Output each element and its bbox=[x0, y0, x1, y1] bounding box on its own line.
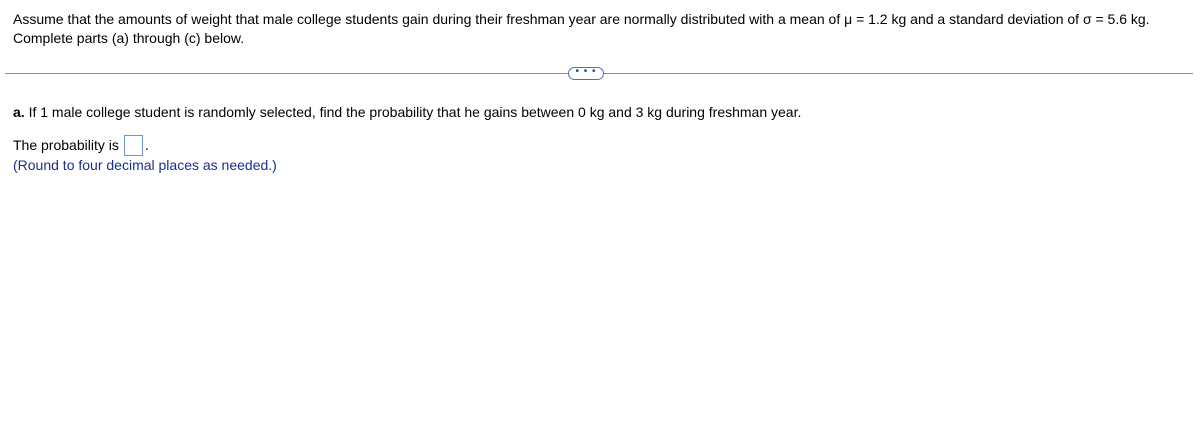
rounding-hint: (Round to four decimal places as needed.) bbox=[13, 157, 277, 173]
answer-prefix: The probability is bbox=[13, 137, 119, 153]
problem-statement: Assume that the amounts of weight that male college students gain during their freshman year are normally distributed with a mean of μ = 1.2 kg and a standard deviation of σ = 5.6 kg. Complete parts (a) through (c) below. bbox=[13, 11, 1150, 46]
ellipsis-icon: • • • bbox=[575, 66, 597, 77]
part-a-question bbox=[13, 103, 801, 122]
expand-more-button[interactable] bbox=[568, 67, 604, 80]
answer-suffix: . bbox=[144, 137, 149, 153]
probability-answer-input[interactable] bbox=[124, 135, 143, 156]
section-divider bbox=[5, 66, 1193, 80]
part-a-label: a. bbox=[13, 104, 25, 120]
part-a-question-text: If 1 male college student is randomly selected, find the probability that he gains between 0 kg and 3 kg during freshman year. bbox=[24, 104, 802, 120]
part-a-answer-row bbox=[13, 134, 149, 156]
